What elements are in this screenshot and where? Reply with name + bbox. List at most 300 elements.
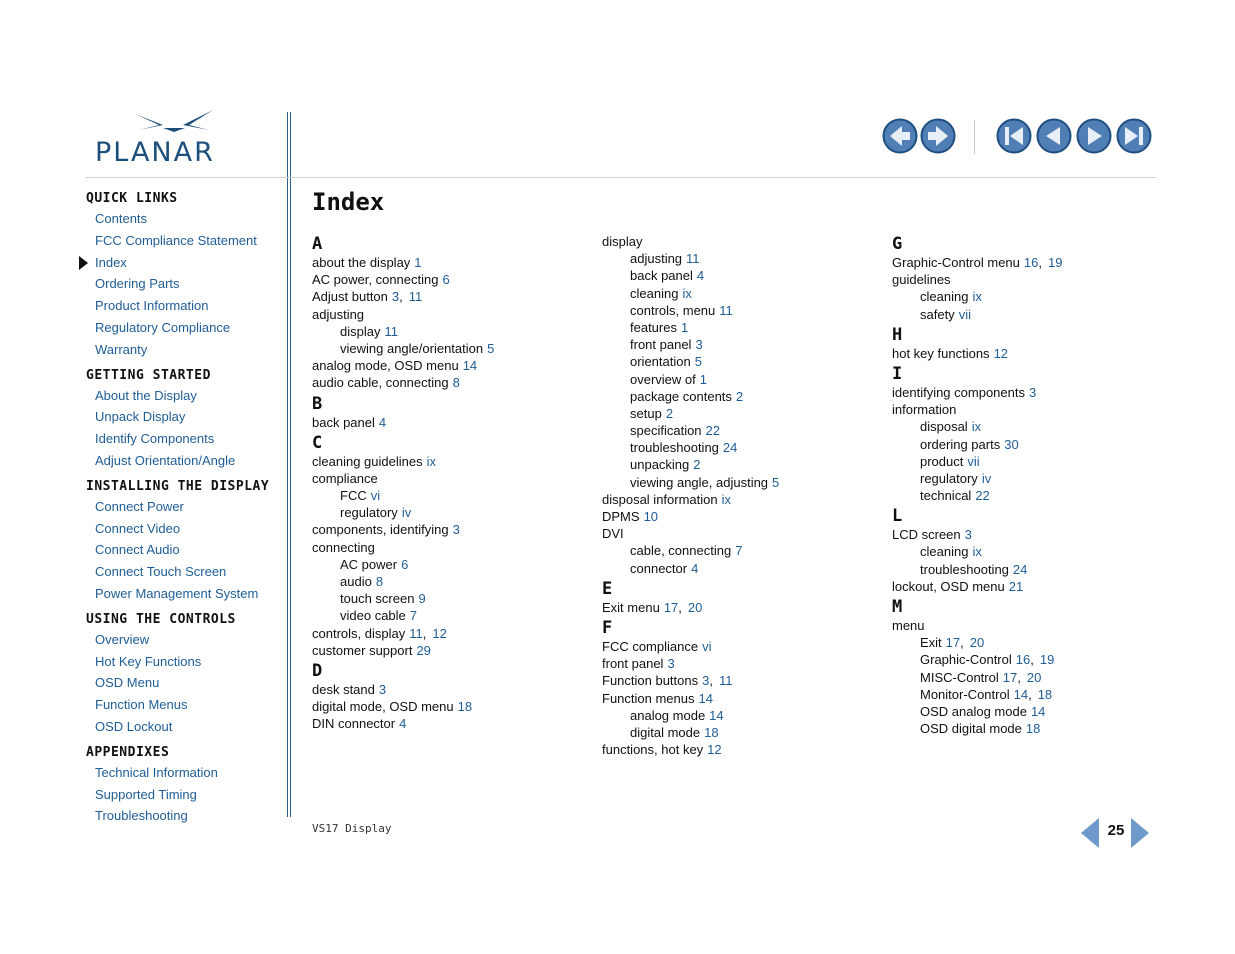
index-entry [312, 357, 572, 374]
sidebar-link-label: Supported Timing [95, 786, 197, 802]
index-entry [312, 414, 572, 431]
sidebar-section [86, 190, 281, 361]
index-page-link[interactable]: 17 [1002, 669, 1018, 685]
index-term: DPMS [602, 509, 640, 524]
index-term: video cable [340, 608, 406, 624]
index-term: Graphic-Control [920, 652, 1012, 668]
sidebar-link-ordering-parts[interactable] [86, 273, 281, 295]
index-subentry [892, 436, 1152, 453]
index-page-link[interactable]: vi [702, 638, 712, 654]
forward-button[interactable] [920, 118, 956, 154]
planar-logo [95, 108, 250, 168]
index-term: digital mode [630, 724, 701, 740]
index-page-link[interactable]: ix [972, 289, 982, 305]
index-term: information [892, 402, 957, 418]
index-entry [892, 384, 1152, 401]
sidebar-divider-inner [290, 112, 291, 817]
page-pager [1080, 816, 1152, 850]
index-subentry [602, 353, 862, 370]
index-subentry [892, 487, 1152, 504]
sidebar-link-fcc-compliance-statement[interactable] [86, 230, 281, 252]
page-separator: , [709, 673, 713, 689]
index-term: overview of [630, 371, 696, 387]
index-entry [892, 578, 1152, 595]
index-entry [602, 233, 862, 250]
index-page-link[interactable]: 14 [1030, 703, 1046, 719]
index-term: Exit menu [602, 599, 660, 615]
index-entry [312, 453, 572, 470]
page-number: 25 [1107, 822, 1125, 839]
page-separator: , [1017, 669, 1021, 685]
index-subentry [892, 634, 1152, 651]
index-page-link[interactable]: ix [972, 544, 982, 560]
planar-logo-mark [133, 108, 215, 136]
index-page-link[interactable]: 12 [432, 625, 447, 641]
index-term: controls, display [312, 625, 406, 641]
sidebar-link-label: Regulatory Compliance [95, 319, 231, 335]
sidebar-link-regulatory-compliance[interactable] [86, 317, 281, 339]
index-term: cleaning [920, 544, 969, 560]
index-letter-heading: D [312, 660, 323, 681]
index-subentry [892, 543, 1152, 560]
index-term: features [630, 319, 677, 335]
index-page-link[interactable]: iv [981, 470, 992, 486]
index-term: FCC compliance [602, 638, 699, 654]
index-page-link[interactable]: 21 [1008, 578, 1024, 594]
page-separator: , [1030, 652, 1034, 668]
index-page-link[interactable]: 2 [665, 405, 674, 421]
index-entry [312, 625, 572, 642]
index-term: functions, hot key [602, 742, 704, 758]
index-subentry [892, 306, 1152, 323]
index-entry [312, 715, 572, 732]
index-page-link[interactable]: 20 [1026, 669, 1042, 685]
sidebar-link-label: Identify Components [95, 431, 215, 447]
index-subentry [892, 288, 1152, 305]
index-term: components, identifying [312, 522, 449, 538]
pager-previous-icon[interactable] [1080, 816, 1100, 850]
index-page-link[interactable]: 20 [969, 635, 985, 651]
index-entry [602, 599, 862, 616]
sidebar-link-unpack-display[interactable] [86, 406, 281, 428]
index-page-link[interactable]: 7 [735, 543, 743, 559]
index-subentry [892, 418, 1152, 435]
index-term: regulatory [340, 505, 398, 521]
page-title: Index [312, 188, 385, 216]
index-page-link[interactable]: 6 [442, 272, 450, 288]
index-page-link[interactable]: 10 [643, 509, 659, 524]
sidebar-link-label: OSD Menu [95, 675, 160, 691]
page-separator: , [678, 599, 682, 615]
planar-logo-text: PLANAR [95, 137, 215, 168]
sidebar-link-overview[interactable] [86, 629, 281, 651]
index-term: product [920, 453, 964, 469]
index-letter-heading: F [602, 617, 613, 638]
index-entry [602, 525, 862, 542]
index-subentry [892, 651, 1152, 668]
index-term: back panel [312, 414, 375, 430]
index-page-link[interactable]: 5 [694, 354, 702, 370]
sidebar-link-troubleshooting[interactable] [86, 805, 281, 827]
index-page-link[interactable]: vii [967, 453, 980, 469]
sidebar-link-hot-key-functions[interactable] [86, 651, 281, 673]
sidebar-link-connect-audio[interactable] [86, 539, 281, 561]
index-term: viewing angle/orientation [340, 340, 484, 356]
index-entry [602, 655, 862, 672]
index-term: analog mode, OSD menu [312, 358, 459, 374]
index-entry [892, 254, 1152, 271]
index-entry [312, 254, 572, 271]
index-subentry [602, 474, 862, 491]
index-subentry [602, 422, 862, 439]
index-page-link[interactable]: 8 [375, 574, 384, 589]
index-term: OSD digital mode [920, 721, 1022, 737]
index-subentry [312, 323, 572, 340]
index-term: front panel [630, 337, 692, 353]
index-page-link[interactable]: 2 [735, 388, 744, 404]
sidebar-link-osd-lockout[interactable] [86, 716, 281, 738]
index-entry [312, 539, 572, 556]
sidebar-section-title: QUICK LINKS [86, 191, 178, 206]
index-page-link[interactable]: 12 [707, 742, 722, 758]
index-page-link[interactable]: 3 [391, 289, 400, 305]
index-term: Function buttons [602, 673, 699, 689]
index-page-link[interactable]: 3 [452, 522, 460, 538]
index-page-link[interactable]: 18 [1037, 686, 1053, 702]
index-page-link[interactable]: 11 [408, 289, 423, 305]
index-subentry [602, 336, 862, 353]
index-term: touch screen [340, 591, 415, 607]
sidebar-link-label: Ordering Parts [95, 276, 180, 292]
index-term: audio [340, 574, 372, 589]
index-entry [312, 642, 572, 659]
index-page-link[interactable]: 3 [964, 527, 972, 543]
index-subentry [602, 285, 862, 302]
current-page-arrow-icon [79, 256, 88, 270]
sidebar-link-label: About the Display [95, 387, 197, 403]
index-page-link[interactable]: 11 [384, 323, 398, 339]
sidebar-link-label: Index [95, 254, 127, 270]
index-entry [892, 401, 1152, 418]
index-entry [312, 271, 572, 288]
index-subentry [312, 573, 572, 590]
index-letter-heading: E [602, 578, 613, 599]
sidebar-link-label: Overview [95, 631, 150, 647]
sidebar-link-label: Function Menus [95, 697, 188, 713]
last-page-button[interactable] [1116, 118, 1152, 154]
sidebar-link-label: Connect Audio [95, 542, 180, 558]
index-subentry [312, 487, 572, 504]
index-term: cable, connecting [630, 543, 732, 559]
page-separator: , [422, 625, 427, 641]
index-term: about the display [312, 255, 411, 270]
index-page-link[interactable]: 24 [1012, 561, 1028, 577]
index-term: desk stand [312, 681, 375, 697]
sidebar-link-connect-power[interactable] [86, 496, 281, 518]
index-page-link[interactable]: 20 [687, 599, 703, 615]
pager-next-icon[interactable] [1130, 816, 1150, 850]
index-page-link[interactable]: 4 [696, 268, 705, 284]
sidebar-link-connect-video[interactable] [86, 518, 281, 540]
sidebar-section-title: USING THE CONTROLS [86, 611, 236, 627]
index-page-link[interactable]: 8 [452, 375, 460, 391]
index-term: analog mode [630, 707, 706, 723]
back-button[interactable] [882, 118, 918, 154]
index-page-link[interactable]: 29 [416, 642, 431, 658]
index-page-link[interactable]: ix [426, 453, 436, 469]
page-separator: , [960, 635, 964, 651]
index-page-link[interactable]: 6 [401, 556, 409, 572]
sidebar-link-adjust-orientation-angle[interactable] [86, 450, 281, 472]
index-entry [602, 672, 862, 689]
index-subentry [312, 340, 572, 357]
index-term: Adjust button [312, 289, 388, 305]
index-term: controls, menu [630, 302, 716, 318]
index-page-link[interactable]: 7 [409, 608, 418, 624]
index-page-link[interactable]: 22 [705, 423, 721, 439]
index-entry [312, 521, 572, 538]
index-term: Graphic-Control menu [892, 255, 1020, 270]
index-entry [892, 271, 1152, 288]
page-separator: , [1038, 255, 1042, 270]
index-term: AC power [340, 556, 398, 572]
header-rule [86, 177, 1156, 178]
index-page-link[interactable]: iv [401, 505, 412, 521]
index-page-link[interactable]: 1 [680, 319, 689, 335]
index-subentry [602, 542, 862, 559]
index-term: unpacking [630, 457, 690, 473]
sidebar-section-title: GETTING STARTED [86, 367, 211, 383]
index-page-link[interactable]: 14 [709, 707, 724, 723]
index-page-link[interactable]: 14 [1013, 686, 1029, 702]
index-term: cleaning [630, 285, 679, 301]
sidebar-link-label: Technical Information [95, 764, 218, 780]
index-term: regulatory [920, 470, 978, 486]
index-page-link[interactable]: 1 [414, 255, 422, 270]
toolbar-separator [974, 120, 975, 154]
index-term: viewing angle, adjusting [630, 474, 769, 490]
index-term: digital mode, OSD menu [312, 699, 454, 715]
index-page-link[interactable]: 11 [719, 302, 733, 318]
sidebar-section-title: INSTALLING THE DISPLAY [86, 478, 270, 494]
index-page-link[interactable]: 14 [462, 358, 478, 374]
index-subentry [602, 302, 862, 319]
index-page-link[interactable]: ix [971, 419, 982, 435]
index-term: front panel [602, 656, 664, 672]
index-entry [602, 638, 862, 655]
index-subentry [602, 724, 862, 741]
index-page-link[interactable]: ix [721, 491, 732, 507]
index-entry [312, 470, 572, 487]
index-page-link[interactable]: 5 [487, 340, 495, 356]
index-page-link[interactable]: 17 [945, 635, 961, 651]
index-term: safety [920, 306, 955, 322]
index-page-link[interactable]: 11 [718, 673, 733, 689]
index-subentry [892, 669, 1152, 686]
index-entry [892, 617, 1152, 634]
index-page-link[interactable]: vii [958, 306, 971, 322]
first-page-button[interactable] [996, 118, 1032, 154]
index-page-link[interactable]: 18 [704, 724, 719, 740]
index-term: DIN connector [312, 716, 396, 732]
sidebar-section [86, 478, 281, 605]
sidebar-section [86, 367, 281, 472]
index-entry [602, 690, 862, 707]
index-term: audio cable, connecting [312, 375, 449, 391]
index-subentry [602, 267, 862, 284]
index-subentry [602, 560, 862, 577]
index-entry [312, 374, 572, 391]
page-separator: , [399, 289, 403, 305]
index-page-link[interactable]: 17 [663, 599, 679, 615]
index-term: technical [920, 488, 972, 504]
index-page-link[interactable]: 18 [457, 699, 473, 715]
index-term: Function menus [602, 690, 695, 706]
index-page-link[interactable]: 3 [667, 656, 675, 672]
index-page-link[interactable]: 19 [1047, 255, 1063, 270]
index-subentry [312, 556, 572, 573]
index-letter-heading: H [892, 324, 903, 345]
index-subentry [602, 707, 862, 724]
index-page-link[interactable]: 16 [1023, 255, 1039, 270]
index-subentry [602, 388, 862, 405]
index-page-link[interactable]: 18 [1025, 721, 1041, 737]
previous-page-button[interactable] [1036, 118, 1072, 154]
sidebar-link-osd-menu[interactable] [86, 672, 281, 694]
index-term: menu [892, 618, 925, 633]
index-page-link[interactable]: 2 [693, 457, 701, 473]
index-term: customer support [312, 642, 413, 658]
sidebar-link-supported-timing[interactable] [86, 784, 281, 806]
index-entry [892, 526, 1152, 543]
sidebar-link-about-the-display[interactable] [86, 385, 281, 407]
index-page-link[interactable]: 5 [772, 474, 780, 490]
sidebar-link-label: Adjust Orientation/Angle [95, 452, 236, 468]
index-subentry [892, 720, 1152, 737]
index-entry [602, 491, 862, 508]
sidebar-section [86, 744, 281, 827]
next-page-button[interactable] [1076, 118, 1112, 154]
index-page-link[interactable]: 22 [975, 488, 990, 504]
index-column-3 [892, 232, 1152, 737]
index-page-link[interactable]: 1 [699, 371, 707, 387]
sidebar-link-technical-information[interactable] [86, 762, 281, 784]
index-term: disposal information [602, 491, 718, 507]
index-letter-heading: A [312, 234, 323, 254]
sidebar-link-label: Connect Video [95, 520, 181, 536]
index-term: adjusting [630, 251, 683, 267]
sidebar-link-connect-touch-screen[interactable] [86, 561, 281, 583]
index-page-link[interactable]: 4 [378, 414, 387, 430]
index-subentry [602, 371, 862, 388]
sidebar-link-label: Warranty [95, 341, 148, 357]
index-subentry [892, 703, 1152, 720]
index-subentry [892, 561, 1152, 578]
sidebar-link-label: Troubleshooting [95, 808, 188, 824]
index-column-1 [312, 232, 572, 733]
sidebar-link-label: Connect Power [95, 498, 184, 514]
index-page-link[interactable]: 11 [409, 625, 423, 641]
index-subentry [602, 250, 862, 267]
index-subentry [312, 590, 572, 607]
index-subentry [312, 607, 572, 624]
index-subentry [312, 504, 572, 521]
page-separator: , [1028, 686, 1032, 702]
sidebar-link-function-menus[interactable] [86, 694, 281, 716]
sidebar-link-label: FCC Compliance Statement [95, 232, 257, 248]
sidebar-link-label: Hot Key Functions [95, 653, 202, 669]
sidebar-link-index[interactable] [86, 252, 281, 274]
sidebar-divider [287, 112, 288, 817]
index-page-link[interactable]: 30 [1004, 436, 1019, 452]
index-entry [312, 306, 572, 323]
index-page-link[interactable]: vi [370, 488, 381, 504]
sidebar-link-contents[interactable] [86, 208, 281, 230]
index-page-link[interactable]: 12 [993, 345, 1009, 361]
index-page-link[interactable]: 3 [378, 681, 387, 697]
sidebar-link-warranty[interactable] [86, 339, 281, 361]
index-page-link[interactable]: 19 [1039, 652, 1055, 668]
index-term: adjusting [312, 306, 365, 322]
index-term: troubleshooting [630, 440, 719, 456]
index-page-link[interactable]: 14 [698, 690, 713, 706]
index-subentry [602, 319, 862, 336]
index-page-link[interactable]: 3 [1028, 384, 1037, 400]
index-page-link[interactable]: 4 [399, 716, 407, 732]
sidebar-section [86, 611, 281, 738]
index-term: cleaning guidelines [312, 453, 423, 469]
index-term: DVI [602, 526, 624, 542]
index-letter-heading: M [892, 597, 903, 617]
index-term: display [602, 234, 643, 249]
sidebar-link-label: Product Information [95, 298, 209, 314]
index-term: disposal [920, 419, 968, 435]
index-letter-heading: L [892, 506, 903, 527]
sidebar-link-identify-components[interactable] [86, 428, 281, 450]
index-page-link[interactable]: 4 [691, 560, 699, 576]
index-page-link[interactable]: 3 [695, 337, 703, 353]
index-term: cleaning [920, 289, 969, 305]
index-page-link[interactable]: ix [682, 285, 692, 301]
index-page-link[interactable]: 24 [722, 440, 738, 456]
index-entry [312, 288, 572, 305]
sidebar [86, 190, 281, 833]
index-term: hot key functions [892, 345, 990, 361]
index-page-link[interactable]: 16 [1015, 652, 1031, 668]
index-letter-heading: I [892, 363, 903, 384]
index-page-link[interactable]: 11 [686, 251, 700, 267]
sidebar-link-power-management-system[interactable] [86, 583, 281, 605]
index-page-link[interactable]: 3 [702, 673, 710, 689]
index-entry [312, 681, 572, 698]
index-page-link[interactable]: 9 [418, 591, 426, 607]
index-term: LCD screen [892, 527, 961, 543]
index-entry [602, 508, 862, 525]
index-subentry [602, 405, 862, 422]
index-term: specification [630, 423, 702, 439]
index-term: AC power, connecting [312, 272, 439, 288]
index-term: Monitor-Control [920, 686, 1010, 702]
index-subentry [892, 686, 1152, 703]
sidebar-section-title: APPENDIXES [86, 744, 170, 760]
index-entry [312, 698, 572, 715]
index-term: orientation [630, 354, 691, 370]
sidebar-link-product-information[interactable] [86, 295, 281, 317]
index-entry [892, 345, 1152, 362]
index-term: connector [630, 560, 688, 576]
sidebar-link-label: Unpack Display [95, 409, 186, 425]
index-term: MISC-Control [920, 669, 999, 685]
